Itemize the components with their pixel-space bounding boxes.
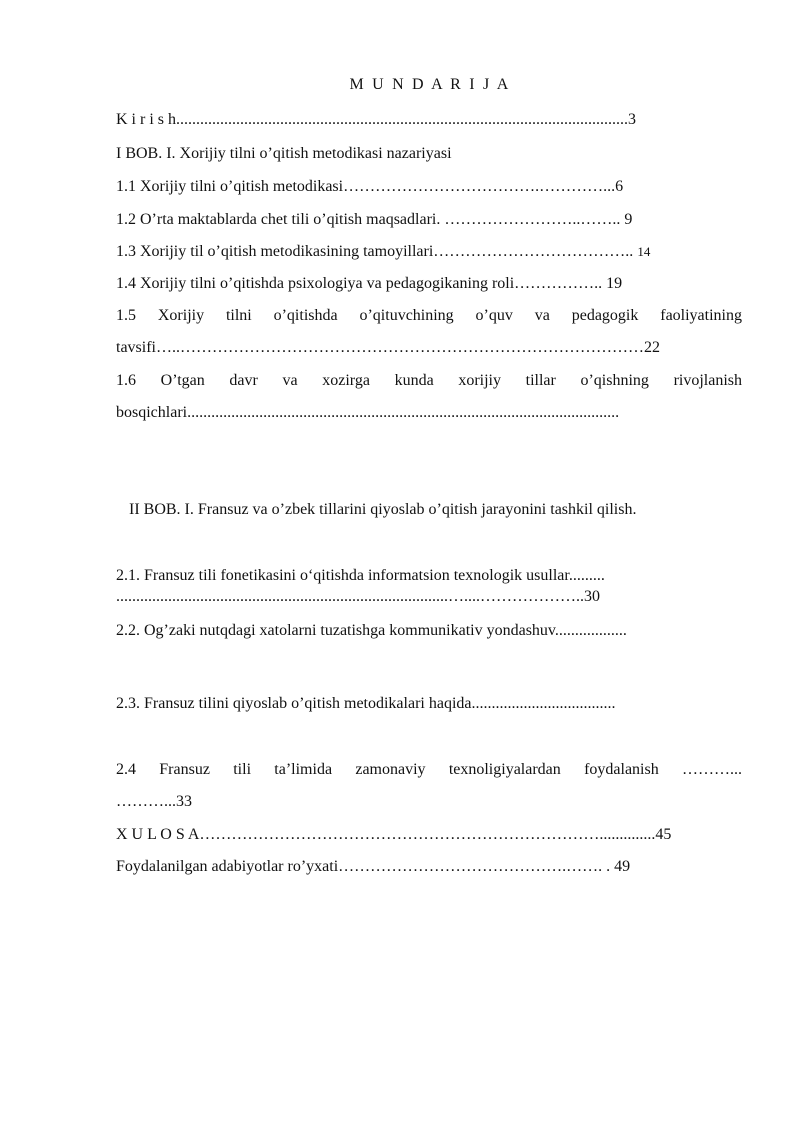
toc-entry-1-3-page: 14 [637, 244, 651, 259]
toc-entry-bibliography: Foydalanilgan adabiyotlar ro’yxati…………………………………….……. . 49 [116, 858, 631, 875]
toc-entry-1-3 [116, 242, 650, 262]
toc-entry-1-1: 1.1 Xorijiy tilni o’qitish metodikasi……………………………….…………...6 [116, 178, 624, 195]
toc-entry-2-4-line-1: 2.4 Fransuz tili ta’limida zamonaviy texnoligiyalardan foydalanish ………... [116, 761, 742, 778]
toc-entry-2-3: 2.3. Fransuz tilini qiyoslab o’qitish metodikalari haqida.................................... [116, 695, 616, 712]
toc-entry-2-1-line-2: ...................................................................................…....………………..30 [116, 588, 600, 605]
toc-entry-kirish: K i r i s h.................................................................................................................3 [116, 111, 636, 128]
toc-entry-1-6-line-1: 1.6 O’tgan davr va xozirga kunda xorijiy tillar o’qishning rivojlanish [116, 372, 742, 389]
toc-title: M U N D A R I J A [349, 76, 511, 93]
toc-entry-xulosa: X U L O S A…………………………………………………………………..............45 [116, 826, 672, 843]
toc-entry-2-4-line-2: ………...33 [116, 793, 192, 810]
toc-entry-1-5-line-1: 1.5 Xorijiy tilni o’qitishda o’qituvchining o’quv va pedagogik faoliyatining [116, 307, 742, 324]
toc-entry-1-5-line-2: tavsifi…..……………………………………………………………………………22 [116, 339, 660, 356]
toc-chapter-2-heading: II BOB. I. Fransuz va o’zbek tillarini qiyoslab o’qitish jarayonini tashkil qilish. [129, 501, 637, 518]
toc-entry-1-2: 1.2 O’rta maktablarda chet tili o’qitish maqsadlari. ……………………..…….. 9 [116, 211, 633, 228]
toc-entry-2-1-line-1: 2.1. Fransuz tili fonetikasini o‘qitishda informatsion texnologik usullar......... [116, 567, 605, 584]
toc-chapter-1-heading: I BOB. I. Xorijiy tilni o’qitish metodikasi nazariyasi [116, 145, 452, 162]
toc-entry-1-3-text: 1.3 Xorijiy til o’qitish metodikasining tamoyillari……………………………….. [116, 243, 634, 260]
toc-entry-1-4: 1.4 Xorijiy tilni o’qitishda psixologiya va pedagogikaning roli…………….. 19 [116, 275, 623, 292]
toc-entry-1-6-line-2: bosqichlari............................................................................................................ [116, 404, 620, 421]
toc-entry-2-2: 2.2. Og’zaki nutqdagi xatolarni tuzatishga kommunikativ yondashuv.................. [116, 622, 627, 639]
